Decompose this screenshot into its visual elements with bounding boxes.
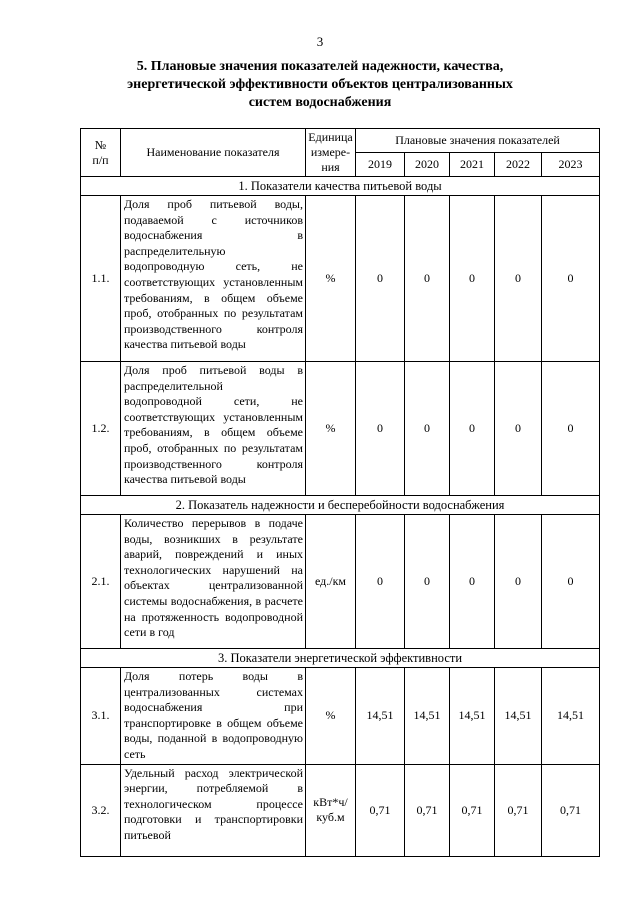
value-2022: 14,51: [495, 668, 542, 765]
row-number: 3.1.: [81, 668, 121, 765]
value-2023: 0: [542, 362, 600, 496]
value-2020: 0: [405, 196, 450, 362]
unit: %: [306, 668, 356, 765]
header-unit: [306, 129, 356, 177]
value-2022: 0: [495, 515, 542, 649]
row-number: 3.2.: [81, 764, 121, 856]
header-planned-values: Плановые значения показателей: [356, 129, 600, 153]
value-2021: 0: [450, 515, 495, 649]
value-2019: 14,51: [356, 668, 405, 765]
value-2020: 14,51: [405, 668, 450, 765]
header-year: 2020: [405, 153, 450, 177]
row-number: 1.1.: [81, 196, 121, 362]
value-2019: 0: [356, 515, 405, 649]
header-number: [81, 129, 121, 177]
unit: %: [306, 362, 356, 496]
header-unit-line-2: измере-: [310, 145, 351, 159]
value-2023: 0: [542, 515, 600, 649]
unit: [306, 764, 356, 856]
indicator-name: Удельный расход электрической энергии, потребляемой в технологическом процессе подготовки и транспортировки питьевой: [121, 764, 306, 856]
unit-line-2: куб.м: [316, 810, 345, 825]
header-unit-line-3: ния: [321, 160, 340, 174]
table-row: [81, 764, 600, 856]
indicator-name: Количество перерывов в подаче воды, возникших в результате аварий, повреждений и иных технологических нарушений на объектах централизованной системы водоснабжения, в расчете на протяженность водопроводной сети в год: [121, 515, 306, 649]
header-year: 2019: [356, 153, 405, 177]
header-number-line-1: №: [94, 137, 107, 152]
table-row: [81, 515, 600, 649]
indicators-table: [80, 128, 600, 857]
indicator-name: Доля потерь воды в централизованных системах водоснабжения при транспортировке в общем объеме воды, поданной в водопроводную сеть: [121, 668, 306, 765]
header-year: 2023: [542, 153, 600, 177]
value-2021: 0: [450, 362, 495, 496]
value-2021: 0: [450, 196, 495, 362]
value-2021: 0,71: [450, 764, 495, 856]
value-2021: 14,51: [450, 668, 495, 765]
indicator-name: Доля проб питьевой воды, подаваемой с источников водоснабжения в распределительную водопроводную сеть, не соответствующих установленным требованиям, в общем объеме проб, отобранных по результатам производственного контроля качества питьевой воды: [121, 196, 306, 362]
value-2023: 14,51: [542, 668, 600, 765]
header-year: 2022: [495, 153, 542, 177]
value-2022: 0: [495, 196, 542, 362]
header-number-line-2: п/п: [92, 152, 109, 167]
title-line-3: систем водоснабжения: [248, 95, 392, 110]
value-2019: 0: [356, 196, 405, 362]
value-2022: 0: [495, 362, 542, 496]
table-row: [81, 362, 600, 496]
value-2019: 0: [356, 362, 405, 496]
value-2022: 0,71: [495, 764, 542, 856]
section-title: 2. Показатель надежности и бесперебойности водоснабжения: [81, 496, 600, 515]
table-row: [81, 668, 600, 765]
value-2020: 0: [405, 362, 450, 496]
unit-line-1: кВт*ч/: [313, 795, 348, 810]
unit: ед./км: [306, 515, 356, 649]
title-line-1: 5. Плановые значения показателей надежности, качества,: [136, 59, 504, 74]
header-indicator-name: Наименование показателя: [121, 129, 306, 177]
value-2020: 0: [405, 515, 450, 649]
row-number: 1.2.: [81, 362, 121, 496]
header-year: 2021: [450, 153, 495, 177]
section-title: 1. Показатели качества питьевой воды: [81, 177, 600, 196]
row-number: 2.1.: [81, 515, 121, 649]
value-2023: 0,71: [542, 764, 600, 856]
value-2020: 0,71: [405, 764, 450, 856]
value-2023: 0: [542, 196, 600, 362]
header-unit-line-1: Единица: [308, 130, 353, 144]
unit: %: [306, 196, 356, 362]
indicator-name: Доля проб питьевой воды в распределительной водопроводной сети, не соответствующих установленным требованиям, в общем объеме проб, отобранных по результатам производственного контроля качества питьевой воды: [121, 362, 306, 496]
document-title: [90, 58, 550, 112]
page-number: 3: [316, 34, 324, 49]
title-line-2: энергетической эффективности объектов централизованных: [127, 77, 513, 92]
table-row: [81, 196, 600, 362]
value-2019: 0,71: [356, 764, 405, 856]
section-title: 3. Показатели энергетической эффективности: [81, 649, 600, 668]
